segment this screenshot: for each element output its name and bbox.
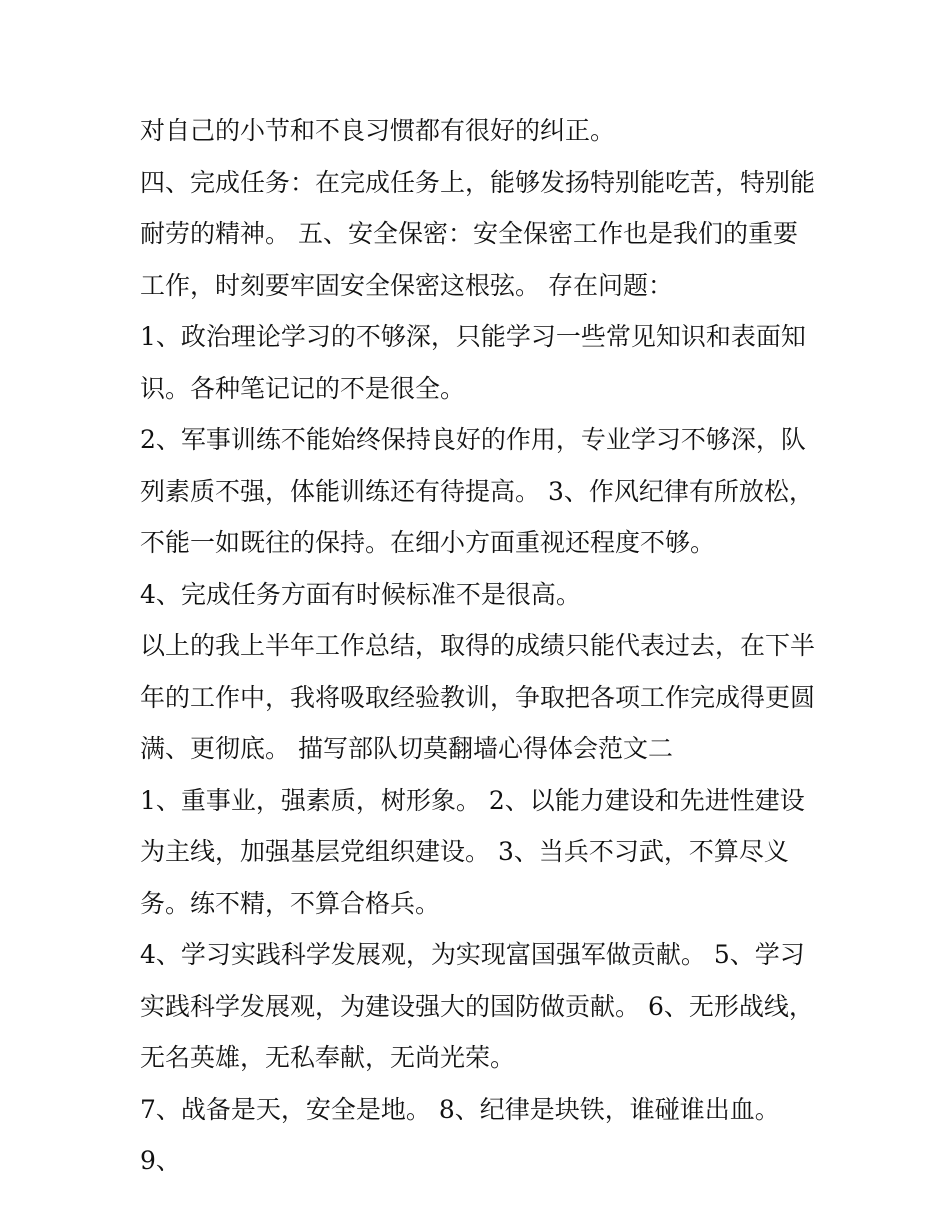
paragraph-2: 四、完成任务：在完成任务上，能够发扬特别能吃苦，特别能耐劳的精神。 五、安全保密：安全保密工作也是我们的重要工作，时刻要牢固安全保密这根弦。 存在问题： (140, 167, 816, 300)
paragraph-8: 4、学习实践科学发展观，为实现富国强军做贡献。 5、学习实践科学发展观，为建设强大的国防做贡献。 6、无形战线，无名英雄，无私奉献，无尚光荣。 (140, 940, 814, 1072)
paragraph-9: 7、战备是天，安全是地。 8、纪律是块铁，谁碰谁出血。 9、 (140, 1094, 780, 1175)
paragraph-7: 1、重事业，强素质，树形象。 2、以能力建设和先进性建设为主线，加强基层党组织建设。 3、当兵不习武，不算尽义务。练不精，不算合格兵。 (140, 785, 805, 918)
paragraph-1: 对自己的小节和不良习惯都有很好的纠正。 (140, 116, 616, 145)
document-body (140, 105, 820, 1187)
paragraph-4: 2、军事训练不能始终保持良好的作用，专业学习不够深，队列素质不强，体能训练还有待提高。 3、作风纪律有所放松，不能一如既往的保持。在细小方面重视还程度不够。 (140, 425, 814, 557)
paragraph-3: 1、政治理论学习的不够深，只能学习一些常见知识和表面知识。各种笔记记的不是很全。 (140, 322, 806, 403)
paragraph-5: 4、完成任务方面有时候标准不是很高。 (140, 579, 581, 609)
paragraph-6: 以上的我上半年工作总结，取得的成绩只能代表过去，在下半年的工作中，我将吸取经验教训，争取把各项工作完成得更圆满、更彻底。 描写部队切莫翻墙心得体会范文二 (140, 631, 816, 763)
